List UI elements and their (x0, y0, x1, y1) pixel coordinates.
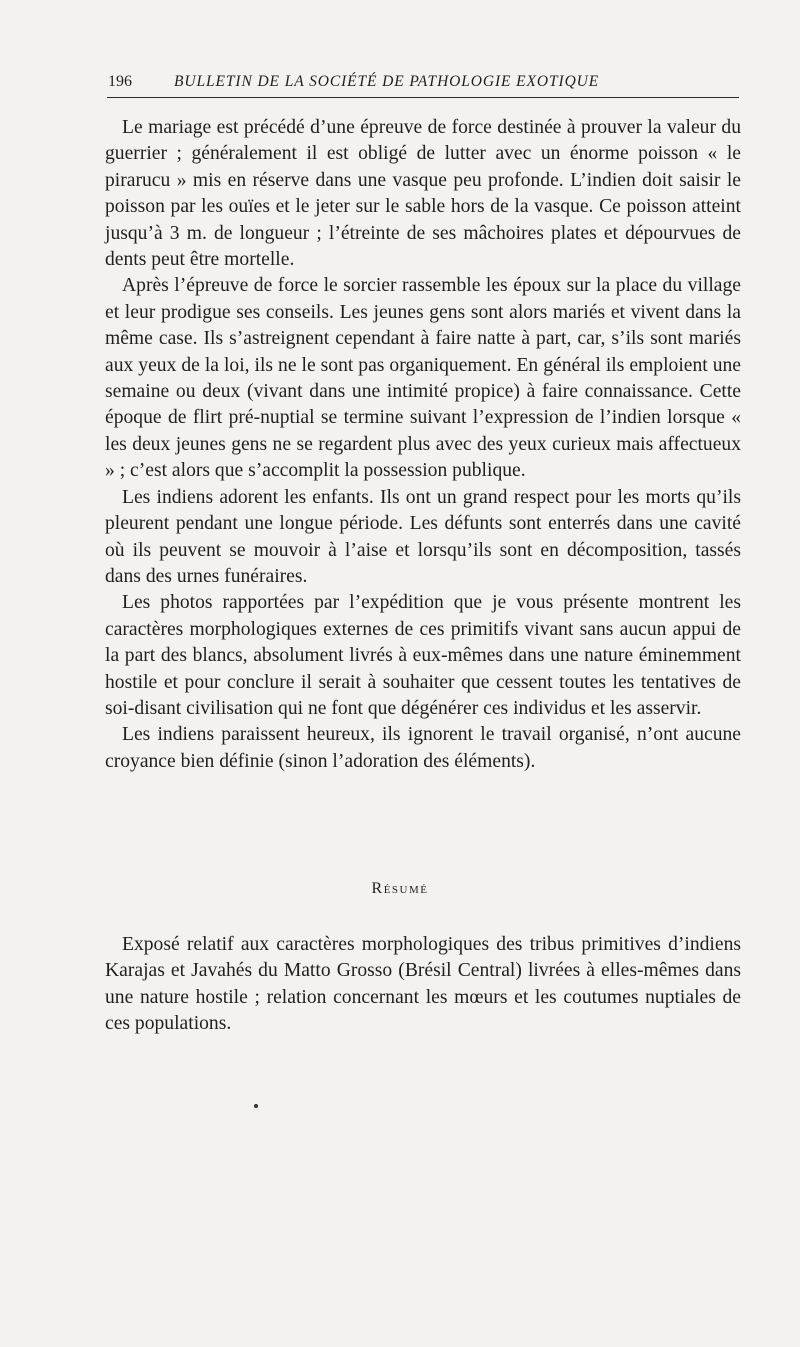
summary-section (105, 932, 741, 1038)
body-text (105, 115, 741, 775)
page-number: 196 (108, 73, 132, 90)
paragraph-sorcerer-ceremony: Après l’épreuve de force le sorcier rassemble les époux sur la place du village et leur prodigue ses conseils. Les jeunes gens sont alors mariés et vivent dans la même case. Ils s’astreignent cependant à faire natte à part, car, s’ils sont mariés aux yeux de la loi, ils ne le sont pas organiquement. En général ils emploient une semaine ou deux (vivant dans une intimité propice) à faire connaissance. Cette époque de flirt pré-nuptial se termine suivant l’expression de l’indien lorsque « les deux jeunes gens ne se regardent plus avec des yeux curieux mais affectueux » ; c’est alors que s’accomplit la possession publique. (105, 275, 741, 482)
running-title: BULLETIN DE LA SOCIÉTÉ DE PATHOLOGIE EXOTIQUE (174, 73, 600, 90)
header-rule (107, 97, 739, 98)
paragraph-marriage-trial: Le mariage est précédé d’une épreuve de force destinée à prouver la valeur du guerrier ; généralement il est obligé de lutter avec un énorme poisson « le pirarucu » mis en réserve dans une vasque peu profonde. L’indien doit saisir le poisson par les ouïes et le jeter sur le sable hors de la vasque. Ce poisson atteint jusqu’à 3 m. de longueur ; l’étreinte de ses mâchoires plates et dépourvues de dents peut être mortelle. (105, 117, 741, 271)
page-header (108, 72, 738, 96)
print-speck (254, 1104, 258, 1108)
summary-paragraph: Exposé relatif aux caractères morphologiques des tribus primitives d’indiens Karajas et Javahés du Matto Grosso (Brésil Central) livrées à elles-mêmes dans une nature hostile ; relation concernant les mœurs et les coutumes nuptiales de ces populations. (105, 934, 741, 1035)
paragraph-happiness: Les indiens paraissent heureux, ils ignorent le travail organisé, n’ont aucune croyance bien définie (sinon l’adoration des éléments). (105, 724, 741, 772)
paragraph-children-and-dead: Les indiens adorent les enfants. Ils ont un grand respect pour les morts qu’ils pleurent pendant une longue période. Les défunts sont enterrés dans une cavité où ils peuvent se mouvoir à l’aise et lorsqu’ils sont en décomposition, tassés dans des urnes funéraires. (105, 486, 741, 587)
paragraph-photos-conclusion: Les photos rapportées par l’expédition que je vous présente montrent les caractères morphologiques externes de ces primitifs vivant sans aucun appui de la part des blancs, absolument livrés à eux-mêmes dans une nature éminemment hostile et pour conclure il serait à souhaiter que cessent toutes les tentatives de soi-disant civilisation qui ne font que dégénérer ces individus et les asservir. (105, 592, 741, 719)
summary-heading: Résumé (371, 880, 429, 897)
